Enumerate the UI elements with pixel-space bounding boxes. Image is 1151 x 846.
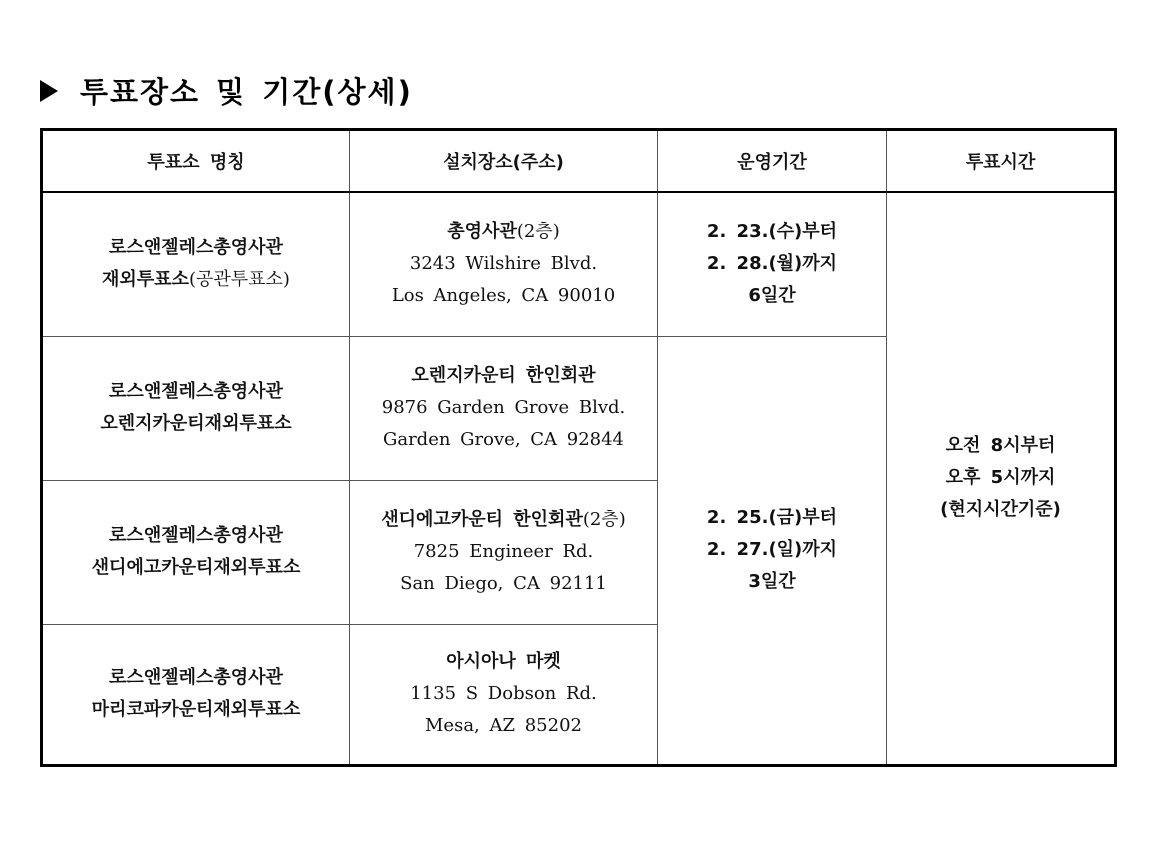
location-cell: 샌디에고카운티 한인회관(2층) 7825 Engineer Rd. San Diego, CA 92111 [350, 480, 658, 624]
header-station-name: 투표소 명칭 [42, 130, 350, 193]
period-from: 2. 25.(금)부터 [706, 507, 838, 528]
table-header-row [42, 130, 1116, 193]
section-title: 투표장소 및 기간(상세) [80, 74, 413, 109]
location-cell: 오렌지카운티 한인회관 9876 Garden Grove Blvd. Garden Grove, CA 92844 [350, 336, 658, 480]
hours-end: 오후 5시까지 [945, 467, 1056, 489]
station-name-cell: 로스앤젤레스총영사관 마리코파카운티재외투표소 [42, 624, 350, 765]
period-from: 2. 23.(수)부터 [706, 221, 838, 243]
section-heading [40, 70, 413, 110]
location-cell: 아시아나 마켓 1135 S Dobson Rd. Mesa, AZ 85202 [350, 624, 658, 765]
period-cell [658, 336, 887, 765]
header-hours: 투표시간 [887, 130, 1116, 193]
period-cell [658, 192, 887, 336]
station-name-cell: 로스앤젤레스총영사관 재외투표소(공관투표소) [42, 192, 350, 336]
address-line: Mesa, AZ 85202 [425, 715, 582, 736]
address-line: San Diego, CA 92111 [400, 573, 607, 594]
header-location: 설치장소(주소) [350, 130, 658, 193]
station-name-cell: 로스앤젤레스총영사관 오렌지카운티재외투표소 [42, 336, 350, 480]
location-cell: 총영사관(2층) 3243 Wilshire Blvd. Los Angeles, CA 90010 [350, 192, 658, 336]
address-line: Garden Grove, CA 92844 [382, 429, 625, 450]
triangle-bullet-icon [40, 80, 58, 102]
address-line: 3243 Wilshire Blvd. [409, 253, 598, 275]
hours-note: (현지시간기준) [940, 499, 1061, 521]
table-row [42, 192, 1116, 336]
address-line: 1135 S Dobson Rd. [410, 683, 597, 704]
address-line: 9876 Garden Grove Blvd. [381, 397, 626, 418]
polling-station-table [40, 128, 1117, 767]
period-duration: 6일간 [748, 285, 796, 307]
station-name-cell: 로스앤젤레스총영사관 샌디에고카운티재외투표소 [42, 480, 350, 624]
voting-hours-cell [887, 192, 1116, 765]
address-line: Los Angeles, CA 90010 [391, 285, 616, 307]
address-line: 7825 Engineer Rd. [413, 541, 594, 562]
header-period: 운영기간 [658, 130, 887, 193]
period-to: 2. 28.(월)까지 [706, 253, 838, 275]
period-to: 2. 27.(일)까지 [706, 539, 838, 560]
hours-start: 오전 8시부터 [945, 435, 1056, 457]
period-duration: 3일간 [748, 571, 796, 592]
